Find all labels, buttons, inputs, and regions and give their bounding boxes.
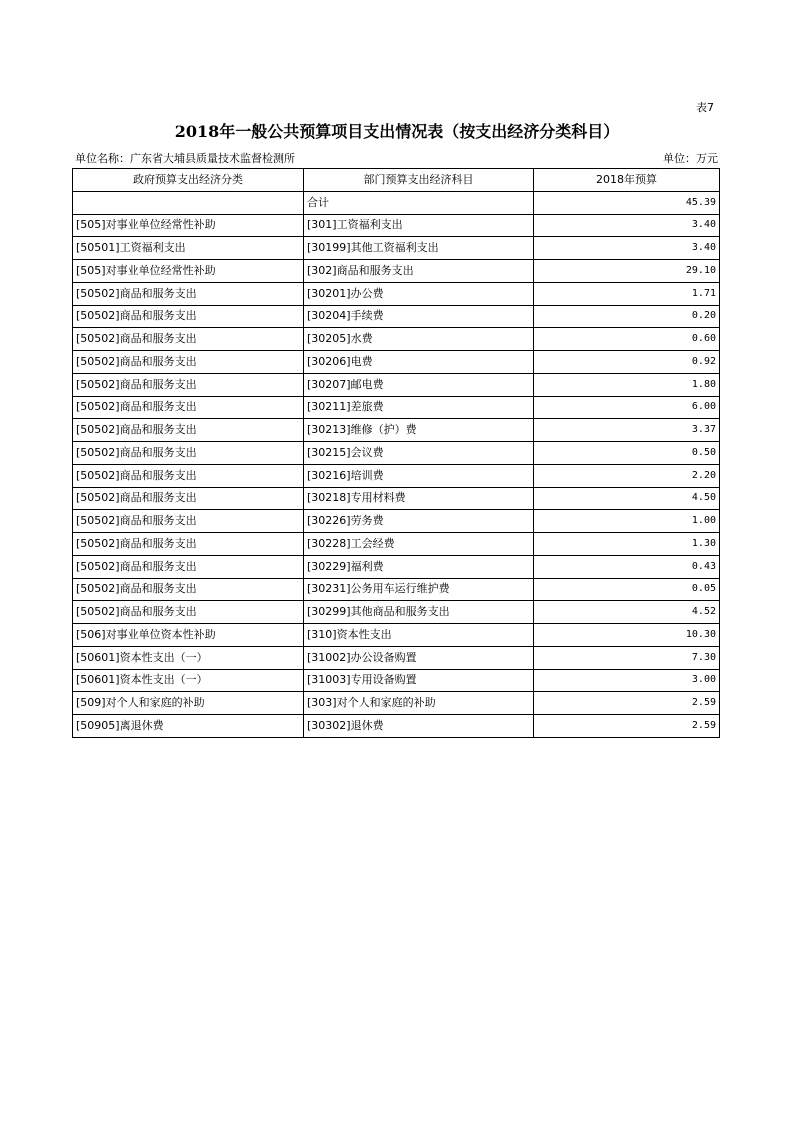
amount-cell: 0.05: [534, 578, 720, 601]
amount-cell: 2.59: [534, 715, 720, 738]
amount-cell: 1.80: [534, 373, 720, 396]
table-row: [73, 646, 720, 669]
header-dept-subject: 部门预算支出经济科目: [304, 169, 534, 192]
table-row: [73, 487, 720, 510]
dept-subject-cell: [30204]手续费: [304, 305, 534, 328]
unit-name: 单位名称：广东省大埔县质量技术监督检测所: [75, 152, 295, 165]
unit-info-row: [75, 150, 718, 166]
gov-classification-cell: [505]对事业单位经常性补助: [73, 260, 304, 283]
page-title: 2018年一般公共预算项目支出情况表（按支出经济分类科目）: [174, 122, 620, 141]
gov-classification-cell: [50502]商品和服务支出: [73, 442, 304, 465]
dept-subject-cell: [302]商品和服务支出: [304, 260, 534, 283]
gov-classification-cell: [50502]商品和服务支出: [73, 510, 304, 533]
amount-cell: 10.30: [534, 624, 720, 647]
dept-subject-cell: [30226]劳务费: [304, 510, 534, 533]
budget-table: [72, 168, 720, 738]
table-row: [73, 692, 720, 715]
table-row: [73, 601, 720, 624]
amount-cell: 0.43: [534, 555, 720, 578]
amount-cell: 0.20: [534, 305, 720, 328]
table-row: [73, 328, 720, 351]
gov-classification-cell: [50905]离退休费: [73, 715, 304, 738]
header-budget-2018: 2018年预算: [534, 169, 720, 192]
table-row: [73, 669, 720, 692]
total-amount: 45.39: [534, 191, 720, 214]
dept-subject-cell: [303]对个人和家庭的补助: [304, 692, 534, 715]
gov-classification-cell: [50502]商品和服务支出: [73, 464, 304, 487]
amount-cell: 3.40: [534, 214, 720, 237]
table-row: [73, 373, 720, 396]
amount-cell: 0.50: [534, 442, 720, 465]
table-row: [73, 351, 720, 374]
amount-cell: 3.00: [534, 669, 720, 692]
dept-subject-cell: [30231]公务用车运行维护费: [304, 578, 534, 601]
table-row: [73, 419, 720, 442]
table-row: [73, 214, 720, 237]
dept-subject-cell: [30211]差旅费: [304, 396, 534, 419]
table-row: [73, 555, 720, 578]
dept-subject-cell: [30199]其他工资福利支出: [304, 237, 534, 260]
amount-cell: 2.59: [534, 692, 720, 715]
gov-classification-cell: [506]对事业单位资本性补助: [73, 624, 304, 647]
dept-subject-cell: [30206]电费: [304, 351, 534, 374]
dept-subject-cell: [30299]其他商品和服务支出: [304, 601, 534, 624]
table-row: [73, 305, 720, 328]
table-number: 表7: [696, 101, 714, 114]
dept-subject-cell: [310]资本性支出: [304, 624, 534, 647]
dept-subject-cell: [301]工资福利支出: [304, 214, 534, 237]
amount-cell: 7.30: [534, 646, 720, 669]
total-row: [73, 191, 720, 214]
amount-cell: 2.20: [534, 464, 720, 487]
table-row: [73, 510, 720, 533]
dept-subject-cell: [30215]会议费: [304, 442, 534, 465]
gov-classification-cell: [50501]工资福利支出: [73, 237, 304, 260]
gov-classification-cell: [505]对事业单位经常性补助: [73, 214, 304, 237]
amount-cell: 4.52: [534, 601, 720, 624]
table-row: [73, 396, 720, 419]
currency-unit: 单位：万元: [663, 152, 718, 165]
gov-classification-cell: [50502]商品和服务支出: [73, 373, 304, 396]
amount-cell: 1.71: [534, 282, 720, 305]
total-gov-cell: [73, 191, 304, 214]
table-row: [73, 624, 720, 647]
gov-classification-cell: [509]对个人和家庭的补助: [73, 692, 304, 715]
dept-subject-cell: [31003]专用设备购置: [304, 669, 534, 692]
amount-cell: 0.92: [534, 351, 720, 374]
amount-cell: 29.10: [534, 260, 720, 283]
gov-classification-cell: [50601]资本性支出（一）: [73, 646, 304, 669]
table-row: [73, 464, 720, 487]
dept-subject-cell: [30218]专用材料费: [304, 487, 534, 510]
dept-subject-cell: [30201]办公费: [304, 282, 534, 305]
gov-classification-cell: [50502]商品和服务支出: [73, 555, 304, 578]
table-row: [73, 578, 720, 601]
header-gov-classification: 政府预算支出经济分类: [73, 169, 304, 192]
amount-cell: 0.60: [534, 328, 720, 351]
table-row: [73, 533, 720, 556]
dept-subject-cell: [30205]水费: [304, 328, 534, 351]
dept-subject-cell: [31002]办公设备购置: [304, 646, 534, 669]
table-row: [73, 715, 720, 738]
dept-subject-cell: [30213]维修（护）费: [304, 419, 534, 442]
amount-cell: 3.40: [534, 237, 720, 260]
gov-classification-cell: [50502]商品和服务支出: [73, 578, 304, 601]
table-row: [73, 260, 720, 283]
table-header-row: [73, 169, 720, 192]
table-row: [73, 282, 720, 305]
gov-classification-cell: [50502]商品和服务支出: [73, 419, 304, 442]
table-row: [73, 237, 720, 260]
gov-classification-cell: [50502]商品和服务支出: [73, 351, 304, 374]
total-label: 合计: [304, 191, 534, 214]
dept-subject-cell: [30216]培训费: [304, 464, 534, 487]
gov-classification-cell: [50502]商品和服务支出: [73, 396, 304, 419]
gov-classification-cell: [50502]商品和服务支出: [73, 305, 304, 328]
gov-classification-cell: [50502]商品和服务支出: [73, 601, 304, 624]
amount-cell: 3.37: [534, 419, 720, 442]
gov-classification-cell: [50502]商品和服务支出: [73, 487, 304, 510]
amount-cell: 1.30: [534, 533, 720, 556]
gov-classification-cell: [50601]资本性支出（一）: [73, 669, 304, 692]
table-row: [73, 442, 720, 465]
amount-cell: 4.50: [534, 487, 720, 510]
dept-subject-cell: [30207]邮电费: [304, 373, 534, 396]
amount-cell: 6.00: [534, 396, 720, 419]
amount-cell: 1.00: [534, 510, 720, 533]
gov-classification-cell: [50502]商品和服务支出: [73, 328, 304, 351]
dept-subject-cell: [30229]福利费: [304, 555, 534, 578]
gov-classification-cell: [50502]商品和服务支出: [73, 282, 304, 305]
dept-subject-cell: [30302]退休费: [304, 715, 534, 738]
dept-subject-cell: [30228]工会经费: [304, 533, 534, 556]
gov-classification-cell: [50502]商品和服务支出: [73, 533, 304, 556]
